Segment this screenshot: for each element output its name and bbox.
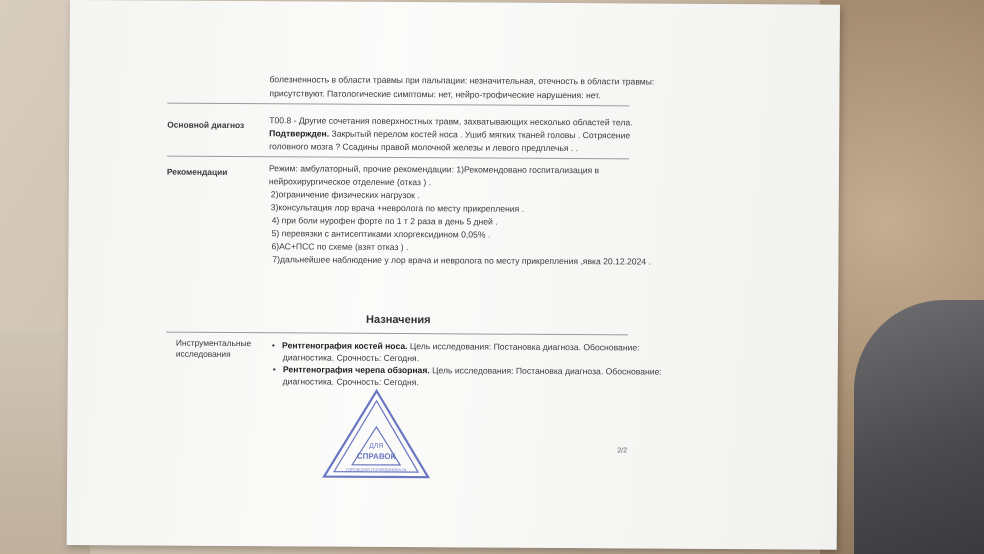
prescriptions-heading: Назначения <box>366 313 431 327</box>
prescription-title: Рентгенография костей носа. <box>282 340 408 352</box>
divider <box>166 332 628 336</box>
recommendation-line: 3)консультация лор врача +невролога по месту прикрепления . <box>270 202 525 214</box>
recommendation-line: Режим: амбулаторный, прочие рекомендации: 1)Рекомендовано госпитализация в <box>268 163 600 176</box>
recommendation-line: 6)АС+ПСС по схеме (взят отказ ) . <box>271 241 409 253</box>
recommendation-line: нейрохирургическое отделение (отказ ) . <box>268 176 432 188</box>
diagnosis-label: Основной диагноз <box>167 119 245 131</box>
prescriptions-label-1: Инструментальные <box>175 337 252 349</box>
prescription-item: • Рентгенография черепа обзорная. Цель исследования: Постановка диагноза. Обоснование: <box>272 364 662 377</box>
divider <box>167 103 629 107</box>
prescription-item: • Рентгенография костей носа. Цель исследования: Постановка диагноза. Обоснование: <box>271 340 640 353</box>
recommendation-line: 2)ограничение физических нагрузок . <box>270 189 420 201</box>
prescription-item-line-2: диагностика. Срочность: Сегодня. <box>282 376 419 388</box>
diagnosis-line-3: головного мозга ? Ссадины правой молочной железы и левого предплечья . . <box>269 141 579 154</box>
stamp-triangle <box>320 387 433 484</box>
recommendation-line: 7)дальнейшее наблюдение у лор врача и невролога по месту прикрепления ,явка 20.12.2024 . <box>272 254 651 267</box>
prescription-details: Цель исследования: Постановка диагноза. Обоснование: <box>407 341 640 353</box>
recommendation-line: 4) при боли нурофен форте по 1 т 2 раза в день 5 дней . <box>271 215 498 227</box>
stamp-text-1: ДЛЯ <box>369 442 384 450</box>
recommendation-line: 5) перевязки с антисептиками хлоргексидином 0,05% . <box>271 228 491 240</box>
intro-line-1: болезненность в области травмы при пальпации: незначительная, отечность в области травмы: <box>269 74 655 87</box>
prescription-title: Рентгенография черепа обзорная. <box>282 364 430 376</box>
prescription-details: Цель исследования: Постановка диагноза. Обоснование: <box>429 365 662 377</box>
prescription-item-line-2: диагностика. Срочность: Сегодня. <box>282 352 420 364</box>
stamp-text-bottom: ГОРОДСКАЯ ПОЛИКЛИНИКА № <box>345 466 407 473</box>
recommendations-label: Рекомендации <box>166 166 228 177</box>
intro-line-2: присутствуют. Патологические симптомы: нет, нейро-трофические нарушения: нет. <box>269 88 601 101</box>
stamp-text-2: СПРАВОК <box>356 451 396 461</box>
diagnosis-confirmed: Подтвержден. <box>269 128 330 139</box>
document-page <box>67 0 840 550</box>
prescriptions-label-2: исследования <box>175 348 231 359</box>
divider <box>167 156 629 160</box>
diagnosis-line-1: T00.8 - Другие сочетания поверхностных травм, захватывающих несколько областей тела. <box>269 115 633 128</box>
background-cloth <box>854 300 984 554</box>
page-number: 2/2 <box>617 447 628 455</box>
diagnosis-line-2-rest: Закрытый перелом костей носа . Ушиб мягких тканей головы . Сотрясение <box>329 128 631 141</box>
